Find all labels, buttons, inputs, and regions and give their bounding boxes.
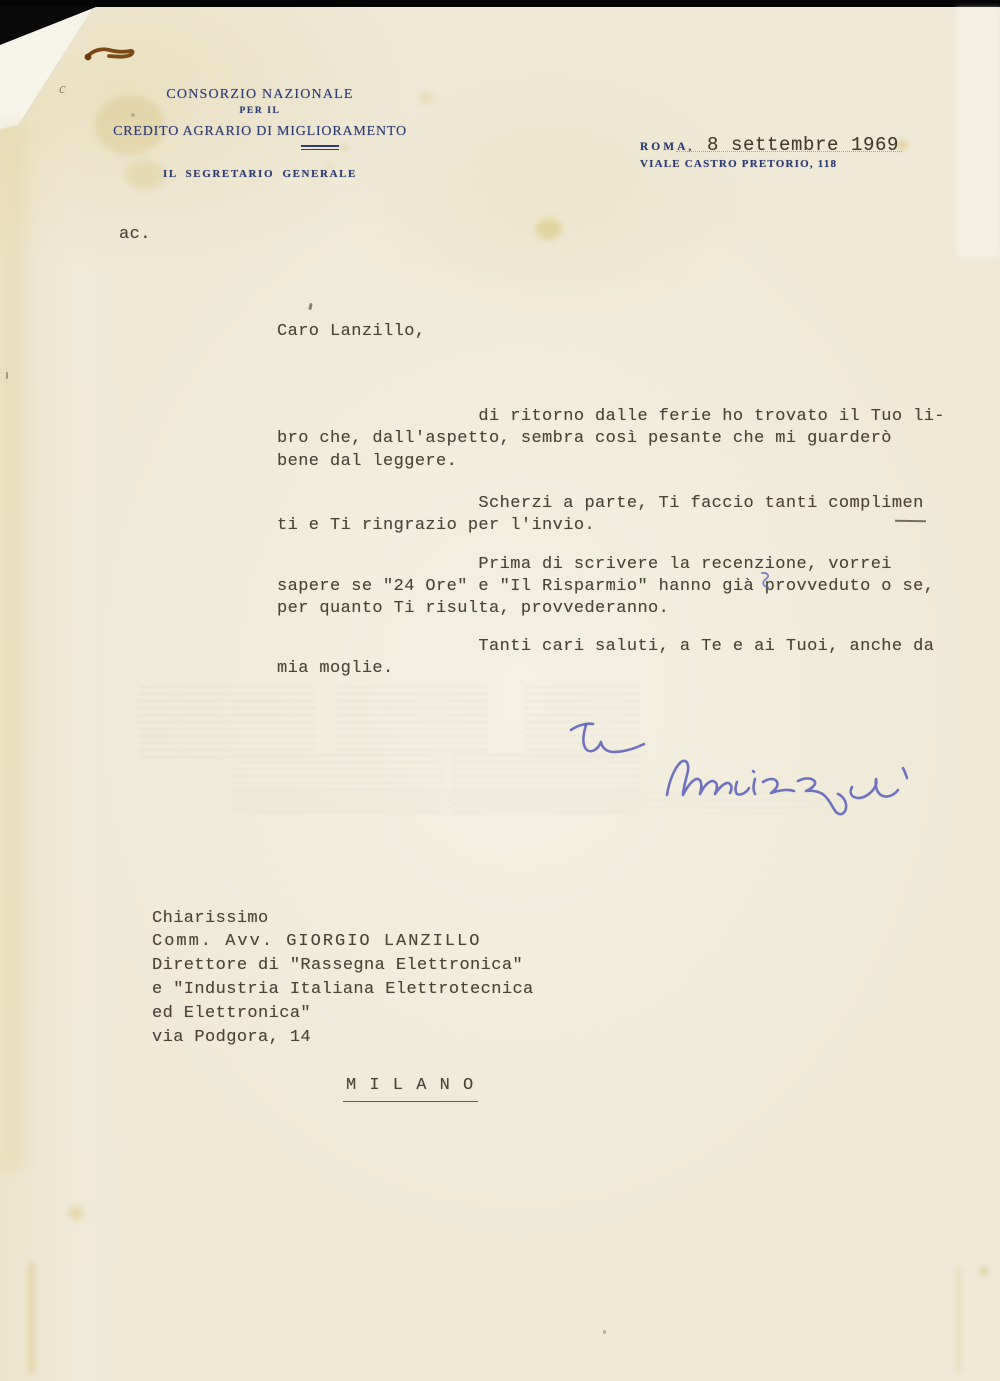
- handwritten-signature: [540, 697, 960, 837]
- typed-date: 8 settembre 1969: [707, 134, 900, 156]
- recipient-line: Comm. Avv. GIORGIO LANZILLO: [152, 932, 482, 951]
- stray-ink-mark: [603, 1330, 606, 1334]
- letterhead-street: VIALE CASTRO PRETORIO, 118: [640, 158, 838, 170]
- recipient-line: ed Elettronica": [152, 1004, 312, 1023]
- body-line: ti e Ti ringrazio per l'invio.: [277, 516, 596, 535]
- show-through-text: [138, 686, 316, 758]
- sender-title: IL SEGRETARIO GENERALE: [163, 168, 357, 180]
- body-line: bro che, dall'aspetto, sembra così pesante che mi guarderò: [277, 429, 892, 448]
- handwritten-correction-mark: [754, 567, 780, 593]
- body-line: mia moglie.: [277, 659, 394, 678]
- recipient-line: Direttore di "Rassegna Elettronica": [152, 956, 524, 975]
- org-name-line3: CREDITO AGRARIO DI MIGLIORAMENTO: [113, 124, 407, 139]
- recipient-line: via Podgora, 14: [152, 1028, 312, 1047]
- body-line: Tanti cari saluti, a Te e ai Tuoi, anche da: [277, 637, 935, 656]
- letter-page: [0, 7, 1000, 1381]
- paper-edge-highlight: [956, 7, 1000, 257]
- body-line: Scherzi a parte, Ti faccio tanti complimen: [277, 494, 924, 513]
- letterhead: [60, 7, 460, 207]
- paper-stain: [28, 1262, 35, 1374]
- handwritten-closing-tuo: [571, 724, 644, 752]
- salutation-line: Caro Lanzillo,: [277, 322, 426, 341]
- paper-stain: [956, 1266, 961, 1374]
- letterhead-rule: [301, 149, 339, 150]
- letterhead-rule: [301, 145, 339, 147]
- paper-stain: [0, 120, 26, 1170]
- signature-maurizio: [667, 761, 907, 814]
- org-name-line1: CONSORZIO NAZIONALE: [166, 87, 354, 102]
- continuation-underscore: [895, 520, 926, 522]
- org-name-line2: PER IL: [239, 106, 281, 116]
- paper-stain: [536, 218, 562, 240]
- body-line: Prima di scrivere la recenzione, vorrei: [277, 555, 892, 574]
- recipient-city: M I L A N O: [343, 1075, 478, 1102]
- stray-ink-mark: [308, 303, 312, 310]
- body-line: bene dal leggere.: [277, 452, 458, 471]
- show-through-text: [336, 686, 488, 756]
- paper-stain: [980, 1267, 988, 1275]
- body-line: per quanto Ti risulta, provvederanno.: [277, 599, 670, 618]
- body-line: sapere se "24 Ore" e "Il Risparmio" hanno già provveduto o se,: [277, 577, 935, 596]
- body-line: di ritorno dalle ferie ho trovato il Tuo li-: [277, 407, 945, 426]
- paper-stain: [68, 1206, 84, 1220]
- recipient-line: Chiarissimo: [152, 909, 269, 928]
- recipient-line: e "Industria Italiana Elettrotecnica: [152, 980, 534, 999]
- city-label: ROMA,: [640, 141, 695, 153]
- reference-initials: ac.: [119, 225, 151, 244]
- stray-ink-mark: [6, 372, 8, 379]
- pencil-mark: c: [59, 81, 66, 97]
